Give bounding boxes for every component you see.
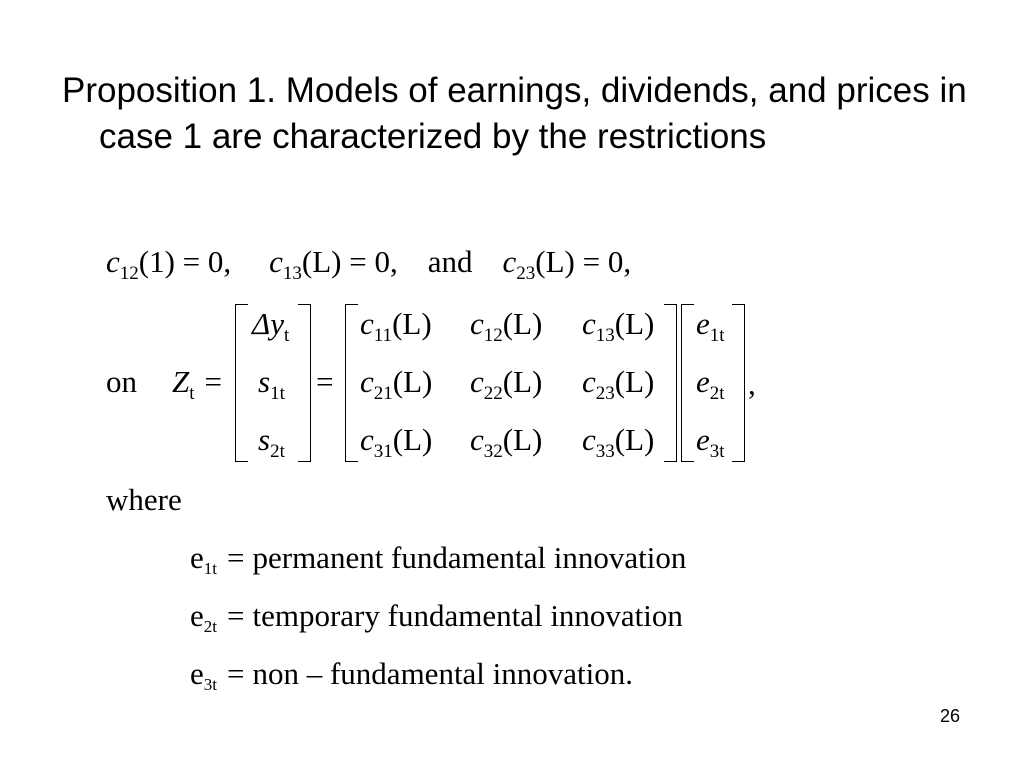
matrix-cell-c13: $c_{13}(L)$ bbox=[582, 306, 655, 346]
s2-entry: $s_{2t}$ bbox=[258, 422, 285, 462]
innovation-left-bracket bbox=[681, 304, 694, 462]
restrictions-line bbox=[106, 244, 632, 284]
definition-e3t: e3t = non – fundamental innovation. bbox=[190, 656, 634, 694]
matrix-left-bracket bbox=[345, 304, 358, 462]
matrix-right-bracket bbox=[664, 304, 677, 462]
innovation-right-bracket bbox=[732, 304, 745, 462]
definition-e1t: e1t = permanent fundamental innovation bbox=[190, 540, 687, 578]
matrix-cell-c11: $c_{11}(L)$ bbox=[360, 306, 432, 346]
delta-y-symbol: Δy bbox=[252, 306, 284, 341]
and-word: and bbox=[427, 244, 473, 279]
innovation-e3t: $e_{3t}$ bbox=[696, 422, 725, 462]
matrix-cell-c23: $c_{23}(L)$ bbox=[582, 364, 655, 404]
matrix-cell-c33: $c_{33}(L)$ bbox=[582, 422, 655, 462]
matrix-cell-c21: $c_{21}(L)$ bbox=[360, 364, 433, 404]
vector-right-bracket bbox=[298, 304, 311, 462]
vector-left-bracket bbox=[235, 304, 248, 462]
page-number: 26 bbox=[940, 706, 961, 726]
s1-entry: $s_{1t}$ bbox=[258, 364, 285, 404]
proposition-heading: Proposition 1. Models of earnings, dividends, and prices in case 1 are characterized by the restrictions bbox=[62, 71, 967, 156]
on-word: on bbox=[106, 364, 137, 399]
definition-e2t: e2t = temporary fundamental innovation bbox=[190, 598, 683, 636]
delta-y-entry: $\Delta y_t$ bbox=[252, 306, 290, 346]
z-vector-label: $Z_t$ = bbox=[172, 364, 223, 404]
equals-sign: = bbox=[316, 364, 334, 399]
matrix-cell-c31: $c_{31}(L)$ bbox=[360, 422, 433, 462]
innovation-e1t: $e_{1t}$ bbox=[696, 306, 725, 346]
matrix-cell-c22: $c_{22}(L)$ bbox=[470, 364, 543, 404]
trailing-comma: , bbox=[748, 366, 756, 401]
restriction-c13: $c_{13}(L) = 0$, bbox=[269, 244, 398, 284]
matrix-cell-c12: $c_{12}(L)$ bbox=[470, 306, 543, 346]
matrix-cell-c32: $c_{32}(L)$ bbox=[470, 422, 543, 462]
restriction-c23: $c_{23}(L) = 0$, bbox=[502, 244, 632, 284]
restriction-c12: $c_{12}(1) = 0$, bbox=[106, 244, 232, 284]
where-word: where bbox=[106, 482, 182, 517]
innovation-e2t: $e_{2t}$ bbox=[696, 364, 725, 404]
